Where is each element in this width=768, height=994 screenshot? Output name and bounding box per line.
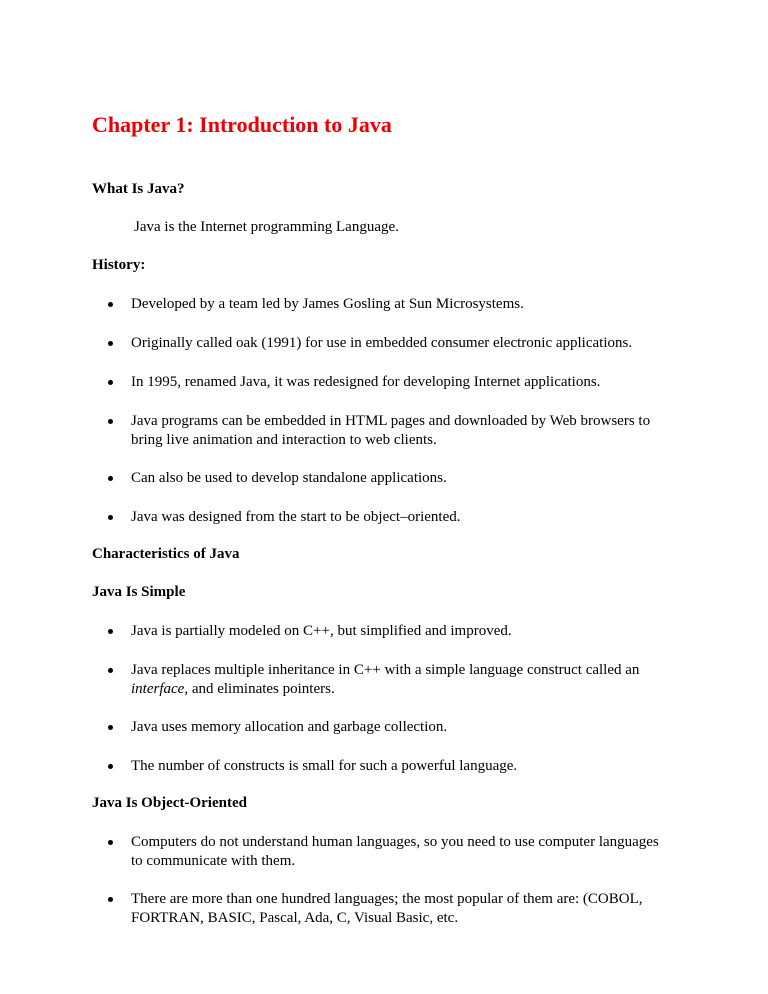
simple-item	[108, 757, 668, 776]
history-item-text: Developed by a team led by James Gosling at Sun Microsystems.	[131, 296, 524, 312]
bullet-icon	[108, 840, 113, 845]
simple-item-text	[131, 661, 668, 699]
simple-item	[108, 622, 668, 641]
bullet-icon	[108, 764, 113, 769]
history-item	[108, 373, 668, 392]
history-item	[108, 469, 668, 488]
heading-what-is-java: What Is Java?	[92, 181, 185, 197]
heading-history: History:	[92, 257, 146, 273]
simple-item	[108, 718, 668, 737]
object-oriented-item-text: Computers do not understand human languages, so you need to use computer languages to communicate with them.	[131, 834, 659, 869]
simple-item-text: Java uses memory allocation and garbage collection.	[131, 719, 448, 735]
object-oriented-item	[108, 833, 668, 871]
bullet-icon	[108, 476, 113, 481]
bullet-icon	[108, 629, 113, 634]
object-oriented-item-text: There are more than one hundred languages; the most popular of them are: (COBOL, FORTRAN, BASIC, Pascal, Ada, C, Visual Basic, etc.	[131, 891, 643, 926]
heading-object-oriented: Java Is Object-Oriented	[92, 795, 247, 811]
interface-term: interface	[131, 681, 185, 697]
history-item-text: Java was designed from the start to be object–oriented.	[131, 509, 461, 525]
history-item-text: Java programs can be embedded in HTML pages and downloaded by Web browsers to bring live animation and interaction to web clients.	[131, 413, 651, 448]
chapter-title: Chapter 1: Introduction to Java	[92, 112, 392, 137]
bullet-icon	[108, 380, 113, 385]
history-item	[108, 412, 668, 450]
simple-item-text-part: Java replaces multiple inheritance in C++ with a simple language construct called an	[131, 662, 640, 678]
object-oriented-item	[108, 890, 668, 928]
history-item	[108, 334, 668, 353]
bullet-icon	[108, 515, 113, 520]
what-is-java-text: Java is the Internet programming Language.	[134, 219, 399, 235]
heading-java-is-simple: Java Is Simple	[92, 584, 186, 600]
bullet-icon	[108, 668, 113, 673]
history-item-text: Can also be used to develop standalone applications.	[131, 470, 447, 486]
heading-characteristics: Characteristics of Java	[92, 546, 240, 562]
history-item-text: In 1995, renamed Java, it was redesigned for developing Internet applications.	[131, 374, 601, 390]
simple-item-text: Java is partially modeled on C++, but simplified and improved.	[131, 623, 512, 639]
simple-item	[108, 661, 668, 699]
bullet-icon	[108, 341, 113, 346]
bullet-icon	[108, 302, 113, 307]
history-item	[108, 508, 668, 527]
bullet-icon	[108, 897, 113, 902]
history-item-text: Originally called oak (1991) for use in embedded consumer electronic applications.	[131, 335, 633, 351]
simple-item-text: The number of constructs is small for such a powerful language.	[131, 758, 518, 774]
bullet-icon	[108, 725, 113, 730]
bullet-icon	[108, 419, 113, 424]
simple-item-text-part: , and eliminates pointers.	[184, 681, 335, 697]
history-item	[108, 295, 668, 314]
